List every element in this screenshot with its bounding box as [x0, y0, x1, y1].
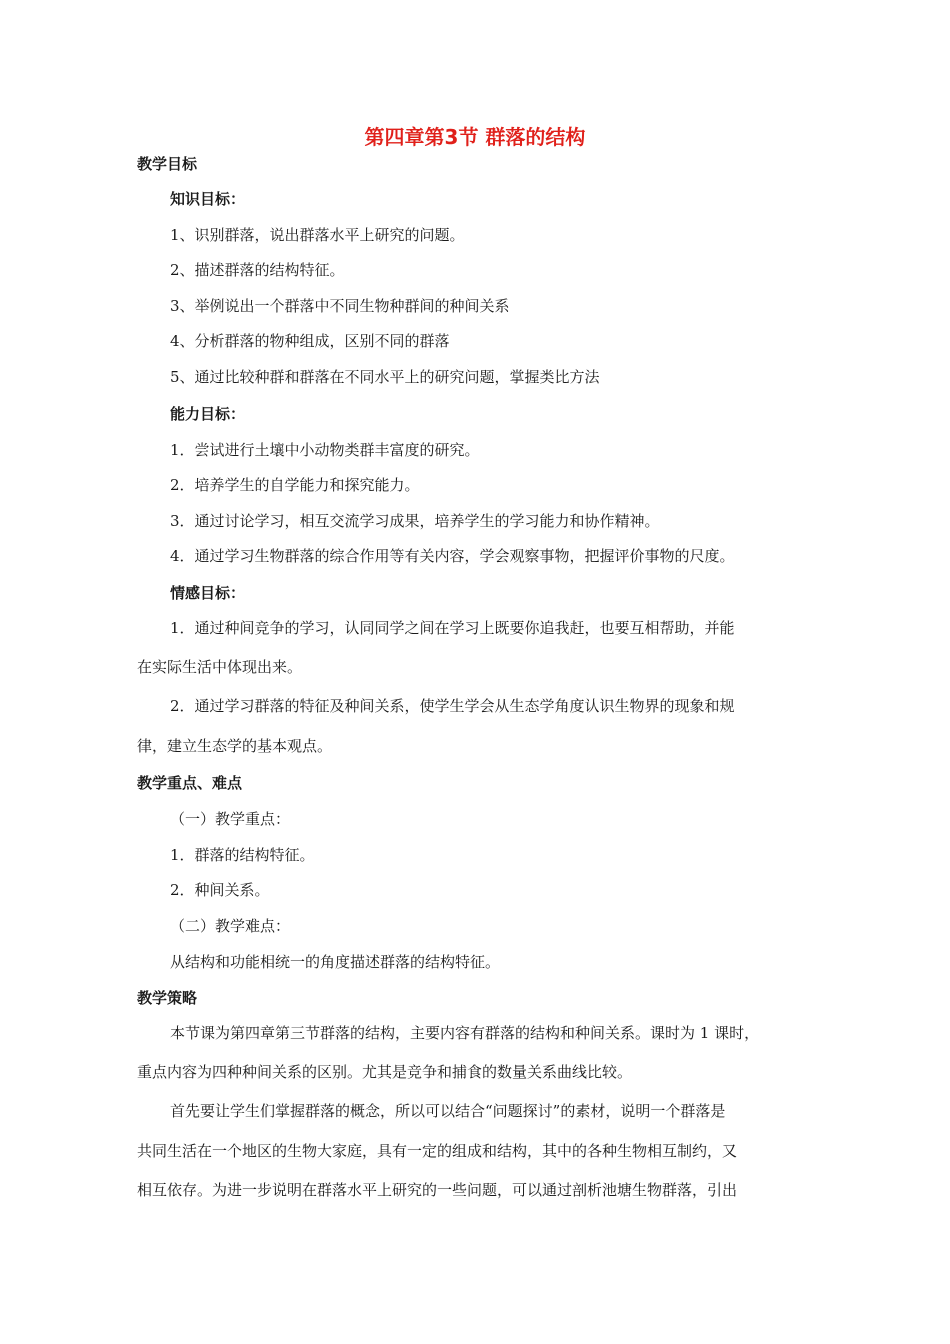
difficult-point-text: 从结构和功能相统一的角度描述群落的结构特征。 [170, 953, 501, 971]
key-point-item: 2．种间关系。 [170, 881, 270, 899]
ability-item: 1．尝试进行土壤中小动物类群丰富度的研究。 [170, 441, 480, 459]
document-title: 第四章第3节 群落的结构 [364, 125, 586, 149]
strategy-para-2-line-1: 首先要让学生们掌握群落的概念，所以可以结合“问题探讨”的素材，说明一个群落是 [170, 1102, 726, 1120]
strategy-para-1-line-1: 本节课为第四章第三节群落的结构，主要内容有群落的结构和种间关系。课时为 1 课时， [170, 1024, 760, 1042]
knowledge-item: 3、举例说出一个群落中不同生物种群间的种间关系 [170, 297, 510, 315]
emotion-item-1-line-1: 1．通过种间竞争的学习，认同同学之间在学习上既要你追我赶，也要互相帮助，并能 [170, 619, 735, 637]
key-point-item: 1．群落的结构特征。 [170, 846, 315, 864]
knowledge-item: 5、通过比较种群和群落在不同水平上的研究问题，掌握类比方法 [170, 368, 600, 386]
knowledge-item: 4、分析群落的物种组成，区别不同的群落 [170, 332, 450, 350]
ability-item: 2．培养学生的自学能力和探究能力。 [170, 476, 420, 494]
key-points-heading: （一）教学重点： [170, 810, 291, 828]
strategy-para-1-line-2: 重点内容为四种种间关系的区别。尤其是竞争和捕食的数量关系曲线比较。 [137, 1063, 633, 1081]
section-heading-teaching-strategy: 教学策略 [137, 989, 198, 1007]
ability-item: 3．通过讨论学习，相互交流学习成果，培养学生的学习能力和协作精神。 [170, 512, 660, 530]
strategy-para-2-line-3: 相互依存。为进一步说明在群落水平上研究的一些问题，可以通过剖析池塘生物群落，引出 [137, 1181, 738, 1199]
strategy-para-2-line-2: 共同生活在一个地区的生物大家庭，具有一定的组成和结构，其中的各种生物相互制约，又 [137, 1142, 738, 1160]
emotion-item-2-line-2: 律，建立生态学的基本观点。 [137, 737, 333, 755]
knowledge-item: 2、描述群落的结构特征。 [170, 261, 345, 279]
subheading-emotion-goals: 情感目标： [170, 584, 246, 602]
ability-item: 4．通过学习生物群落的综合作用等有关内容，学会观察事物，把握评价事物的尺度。 [170, 547, 735, 565]
section-heading-key-difficult-points: 教学重点、难点 [137, 774, 243, 792]
section-heading-teaching-goals: 教学目标 [137, 155, 198, 173]
emotion-item-1-line-2: 在实际生活中体现出来。 [137, 658, 303, 676]
knowledge-item: 1、识别群落，说出群落水平上研究的问题。 [170, 226, 465, 244]
difficult-points-heading: （二）教学难点： [170, 917, 291, 935]
subheading-ability-goals: 能力目标： [170, 405, 246, 423]
emotion-item-2-line-1: 2．通过学习群落的特征及种间关系，使学生学会从生态学角度认识生物界的现象和规 [170, 697, 735, 715]
subheading-knowledge-goals: 知识目标： [170, 190, 246, 208]
